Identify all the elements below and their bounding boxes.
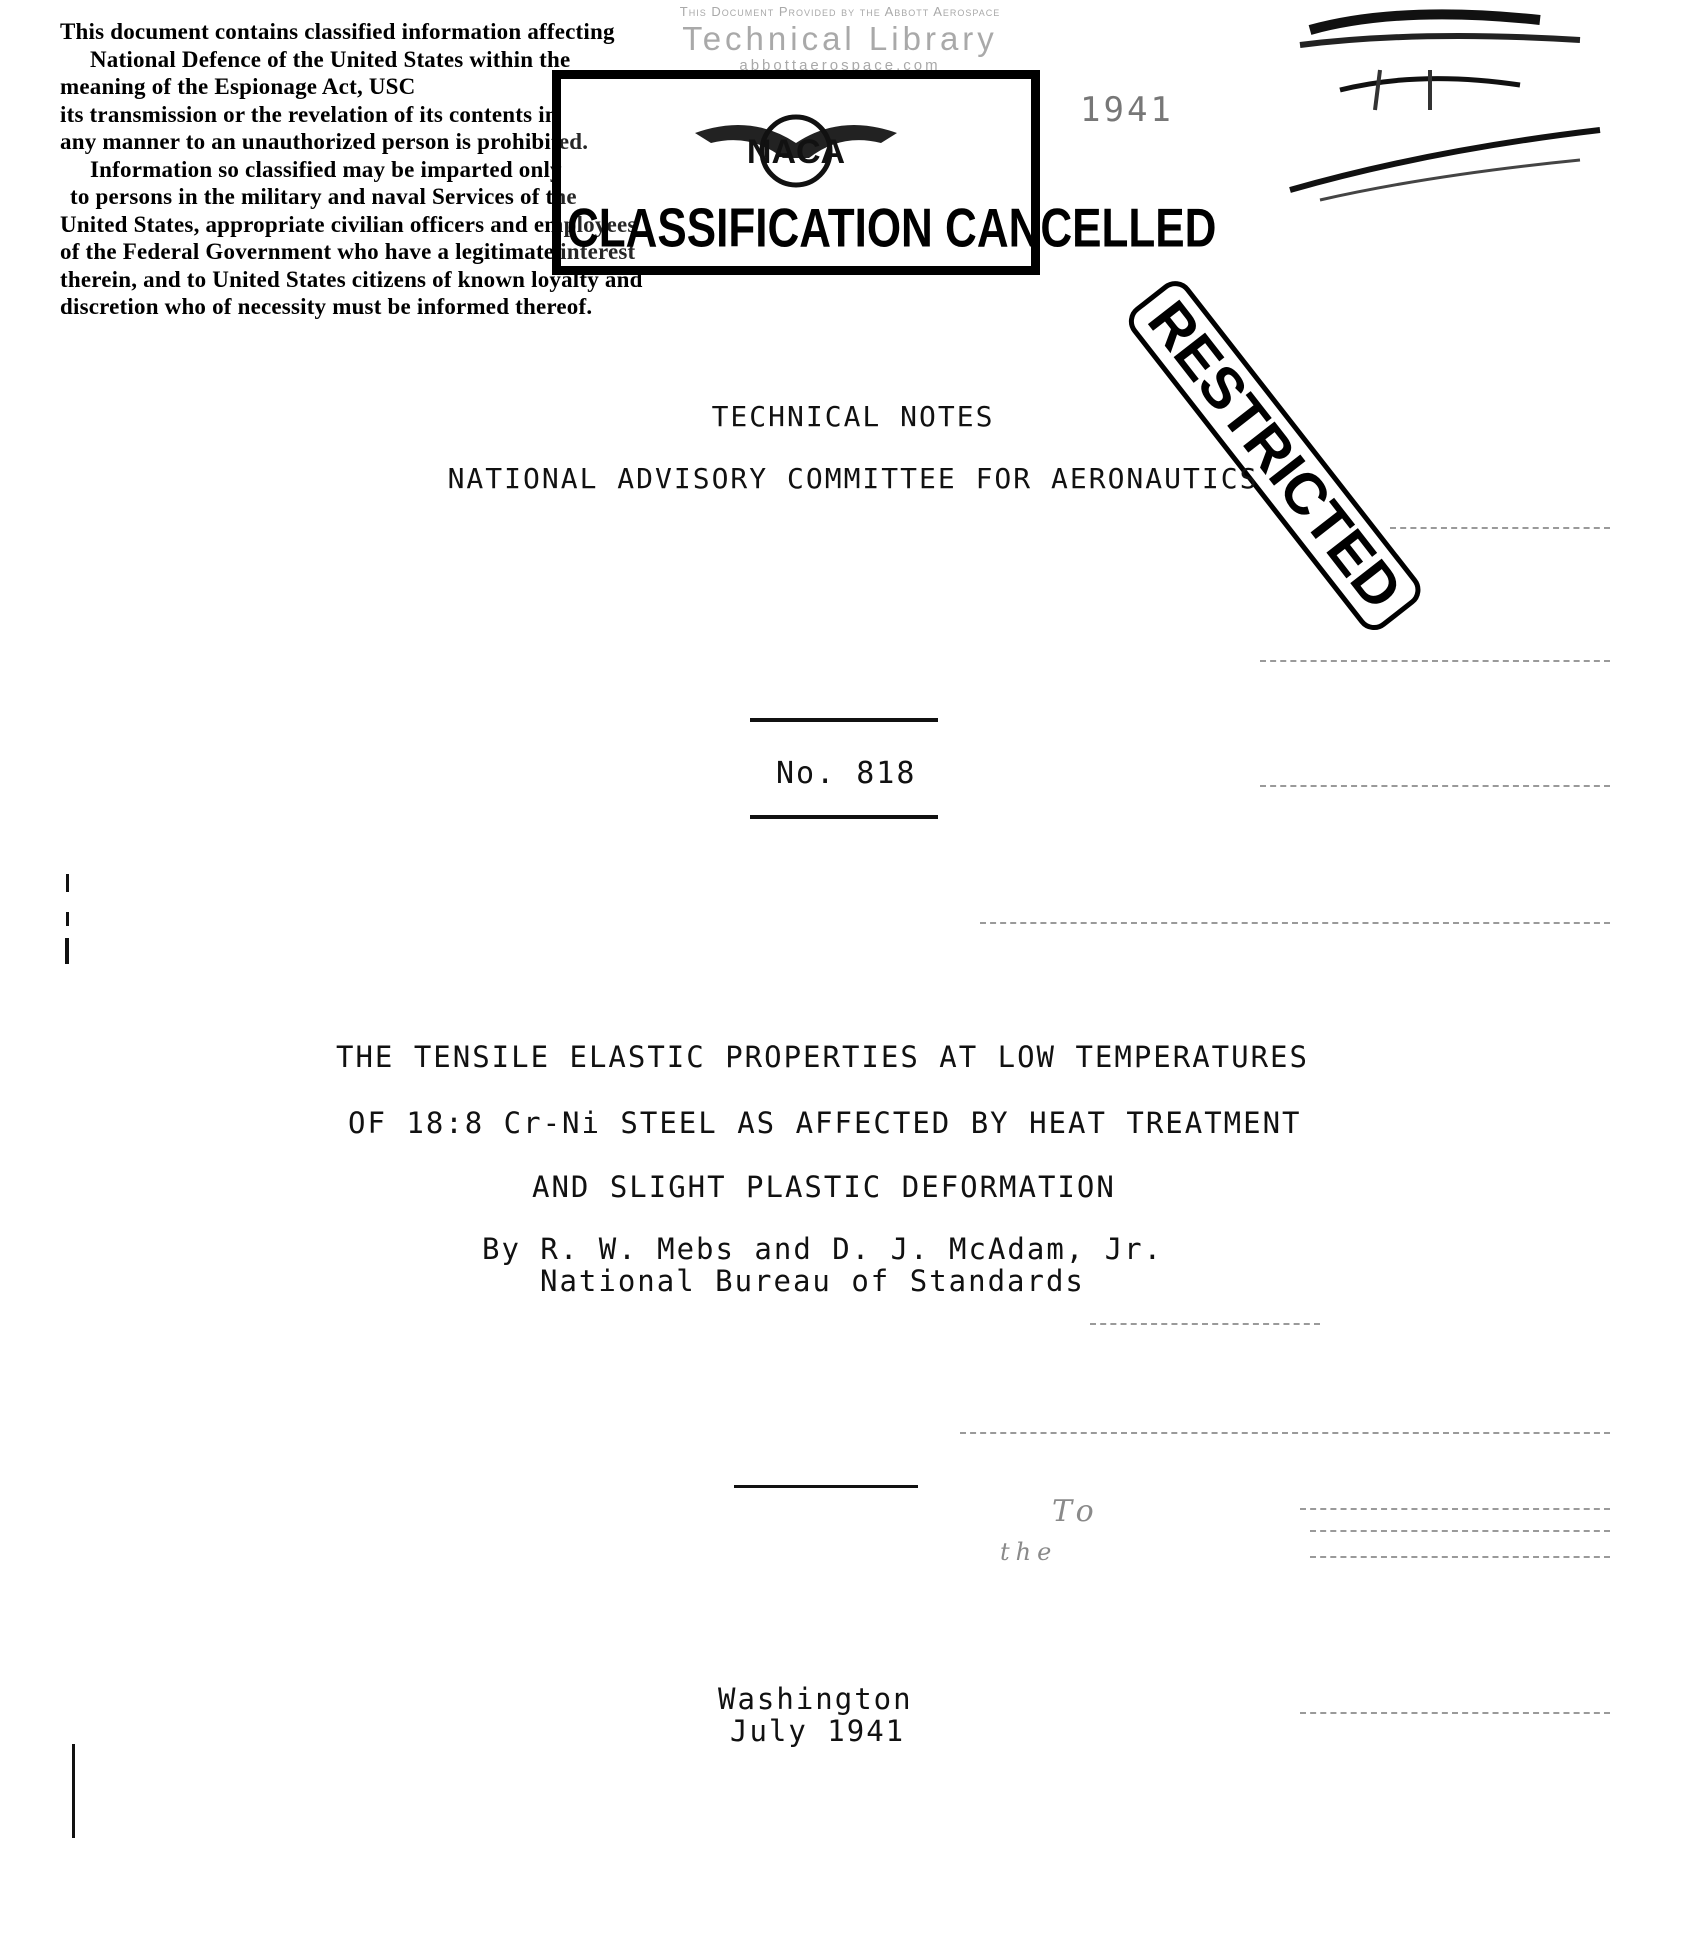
report-number: No. 818 xyxy=(776,756,917,791)
faint-mark xyxy=(960,1432,1610,1434)
handwritten-scribble-icon xyxy=(1280,0,1620,240)
faint-mark xyxy=(1260,660,1610,662)
date-stamp-fragment: 1941 xyxy=(1080,90,1174,130)
series-title: TECHNICAL NOTES xyxy=(711,400,995,433)
naca-logo-text: NACA xyxy=(746,133,846,171)
faint-mark xyxy=(1390,527,1610,529)
margin-mark xyxy=(65,938,69,964)
classification-cancelled-text: CLASSIFICATION CANCELLED xyxy=(567,197,1217,259)
notice-line: United States, appropriate civilian officers and employees xyxy=(60,211,637,237)
organization-name: NATIONAL ADVISORY COMMITTEE FOR AERONAUTICS xyxy=(447,462,1259,495)
title-line-2: OF 18:8 Cr-Ni STEEL AS AFFECTED BY HEAT TREATMENT xyxy=(348,1106,1302,1140)
faint-mark xyxy=(1090,1323,1320,1325)
title-line-1: THE TENSILE ELASTIC PROPERTIES AT LOW TEMPERATURES xyxy=(336,1040,1309,1074)
number-rule-top xyxy=(750,718,938,722)
notice-line: therein, and to United States citizens of known loyalty and xyxy=(60,266,643,292)
restricted-stamp: RESTRICTED xyxy=(1122,274,1428,637)
faint-mark xyxy=(1260,785,1610,787)
notice-line: its transmission or the revelation of its contents in xyxy=(60,101,558,127)
author-byline: By R. W. Mebs and D. J. McAdam, Jr. xyxy=(482,1232,1164,1266)
margin-mark xyxy=(66,874,69,892)
naca-wings-logo-icon xyxy=(691,103,901,193)
faint-mark xyxy=(1310,1556,1610,1558)
faint-mark xyxy=(980,922,1610,924)
faint-mark xyxy=(1310,1530,1610,1532)
margin-mark xyxy=(72,1744,75,1838)
margin-mark xyxy=(66,912,69,926)
watermark-provider: This Document Provided by the Abbott Aerospace xyxy=(679,4,1001,19)
separator-rule xyxy=(734,1485,918,1488)
publication-place: Washington xyxy=(718,1682,913,1716)
notice-line: meaning of the Espionage Act, USC xyxy=(60,74,416,99)
notice-line: discretion who of necessity must be informed thereof. xyxy=(60,294,593,319)
notice-line: of the Federal Government who have a legitimate interest xyxy=(60,239,636,264)
notice-line: to persons in the military and naval Services of the xyxy=(70,184,577,209)
title-line-3: AND SLIGHT PLASTIC DEFORMATION xyxy=(532,1170,1116,1204)
author-affiliation: National Bureau of Standards xyxy=(540,1264,1085,1298)
watermark-title: Technical Library xyxy=(682,20,998,57)
notice-line: Information so classified may be imparted only xyxy=(90,156,562,182)
watermark-url: abbottaerospace.com xyxy=(739,57,941,74)
faint-mark xyxy=(1300,1508,1610,1510)
handwritten-note-line-2: the xyxy=(1000,1538,1058,1566)
handwritten-note-line-1: To xyxy=(1052,1494,1100,1529)
publication-date: July 1941 xyxy=(730,1714,906,1748)
notice-line: National Defence of the United States within the xyxy=(90,46,571,72)
number-rule-bottom xyxy=(750,815,938,819)
faint-mark xyxy=(1300,1712,1610,1714)
notice-line: This document contains classified information affecting xyxy=(60,19,615,44)
notice-line: any manner to an unauthorized person is prohibited. xyxy=(60,129,589,154)
